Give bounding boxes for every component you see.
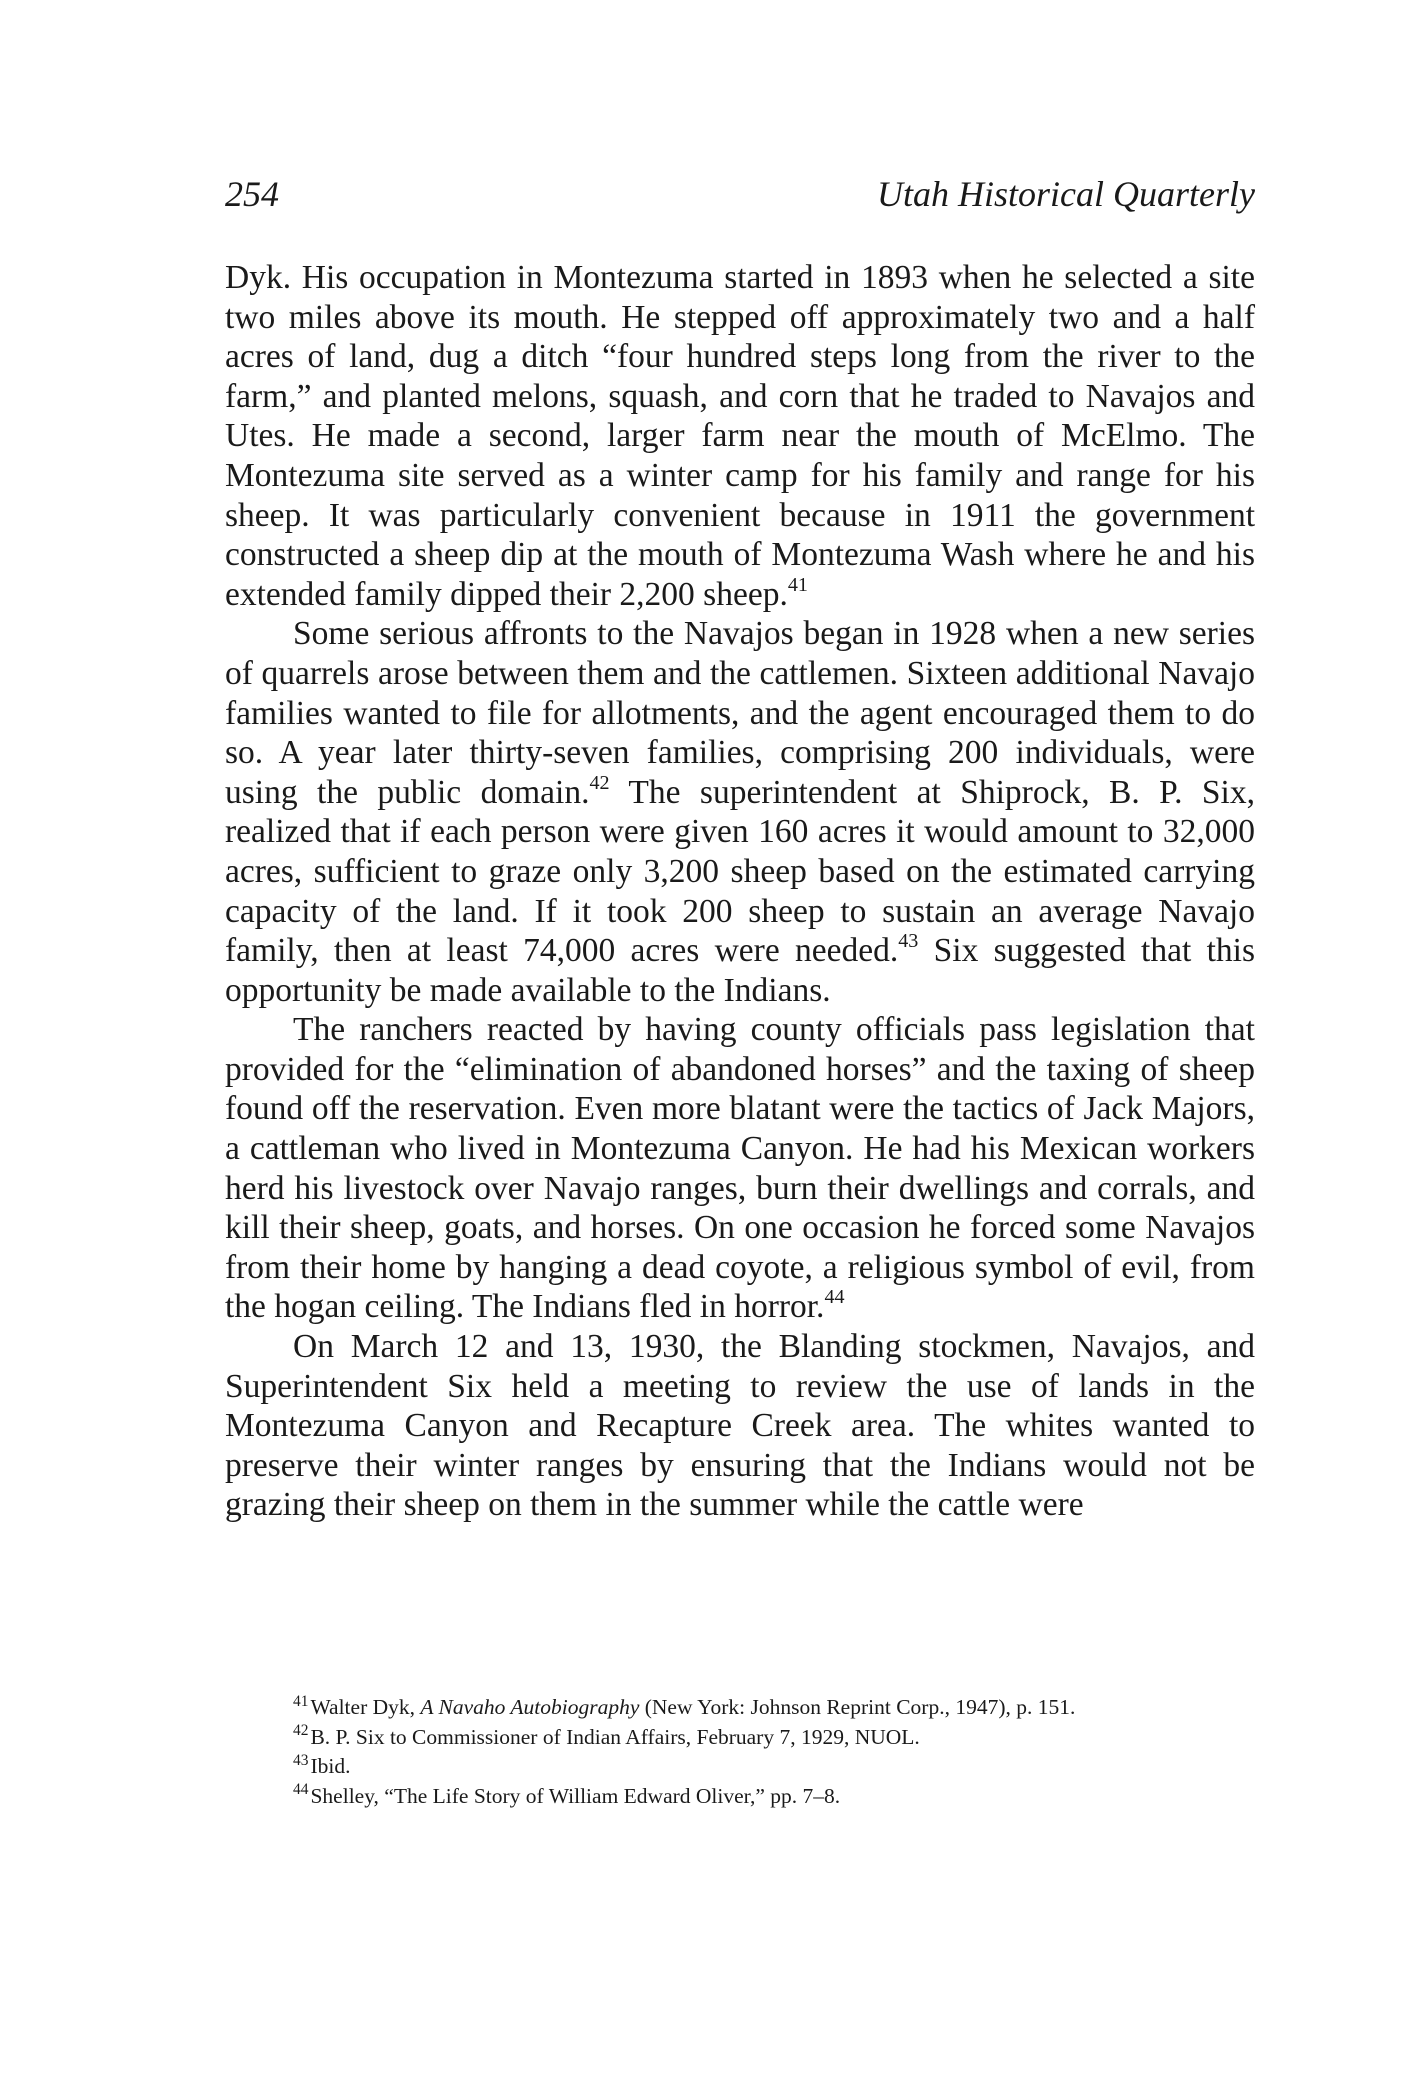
footnote-43 [225,1752,1255,1782]
paragraph-text: Some serious affronts to the Navajos began in 1928 when a new series of quarrels arose between them and the cattlemen. Sixteen additional Navajo families wanted to file for allotments, and the agent encouraged them to do so. A year later thirty-seven families, comprising 200 individuals, were using the public domain. [225,615,1255,811]
page-number: 254 [225,174,279,214]
body-text [225,258,1255,1525]
footnote-ref-42: 42 [589,771,610,794]
footnote-number: 42 [293,1722,309,1739]
paragraph-3 [225,1010,1255,1327]
paragraph-text: On March 12 and 13, 1930, the Blanding stockmen, Navajos, and Superintendent Six held a meeting to review the use of lands in the Montezuma Canyon and Recapture Creek area. The whites wanted to preserve their winter ranges by ensuring that the Indians would not be grazing their sheep on them in the summer while the cattle were [225,1328,1255,1524]
paragraph-text: The ranchers reacted by having county officials pass legislation that provided for the “elimination of abandoned horses” and the taxing of sheep found off the reservation. Even more blatant were the tactics of Jack Majors, a cattleman who lived in Montezuma Canyon. He had his Mexican workers herd his livestock over Navajo ranges, burn their dwellings and corrals, and kill their sheep, goats, and horses. On one occasion he forced some Navajos from their home by hanging a dead coyote, a religious symbol of evil, from the hogan ceiling. The Indians fled in horror. [225,1011,1255,1326]
footnote-text: B. P. Six to Commissioner of Indian Affairs, February 7, 1929, NUOL. [310,1724,920,1749]
paragraph-1 [225,258,1255,614]
footnote-text: Shelley, “The Life Story of William Edward Oliver,” pp. 7–8. [310,1783,841,1808]
paragraph-text: Dyk. His occupation in Montezuma started in 1893 when he selected a site two miles above its mouth. He stepped off approximately two and a half acres of land, dug a ditch “four hundred steps long from the river to the farm,” and planted melons, squash, and corn that he traded to Navajos and Utes. He made a second, larger farm near the mouth of McElmo. The Montezuma site served as a winter camp for his family and range for his sheep. It was particularly convenient because in 1911 the government constructed a sheep dip at the mouth of Montezuma Wash where he and his extended family dipped their 2,200 sheep. [225,259,1255,613]
footnote-42 [225,1723,1255,1753]
paragraph-text: Six suggested that this opportunity be made available to the Indians. [225,932,1255,1009]
footnote-ref-43: 43 [898,930,919,953]
footnote-book-title: A Navaho Autobiography [420,1695,640,1719]
footnote-number: 41 [293,1692,309,1710]
footnote-text: (New York: Johnson Reprint Corp., 1947), p. 151. [639,1695,1076,1719]
paragraph-text: The superintendent at Shiprock, B. P. Six, realized that if each person were given 160 acres it would amount to 32,000 acres, sufficient to graze only 3,200 sheep based on the estimated carrying capacity of the land. If it took 200 sheep to sustain an average Navajo family, then at least 74,000 acres were needed. [225,773,1255,970]
footnotes [225,1693,1255,1811]
footnote-41 [225,1693,1255,1723]
paragraph-4 [225,1327,1255,1525]
footnote-ref-44: 44 [824,1286,845,1309]
footnote-text: Ibid. [310,1754,351,1778]
footnote-number: 43 [293,1751,309,1769]
footnote-number: 44 [293,1781,309,1798]
footnote-44 [225,1782,1255,1812]
paragraph-2 [225,614,1255,1010]
footnote-ref-41: 41 [787,573,808,596]
footnote-text: Walter Dyk, [310,1695,421,1719]
running-head: Utah Historical Quarterly [877,174,1255,214]
